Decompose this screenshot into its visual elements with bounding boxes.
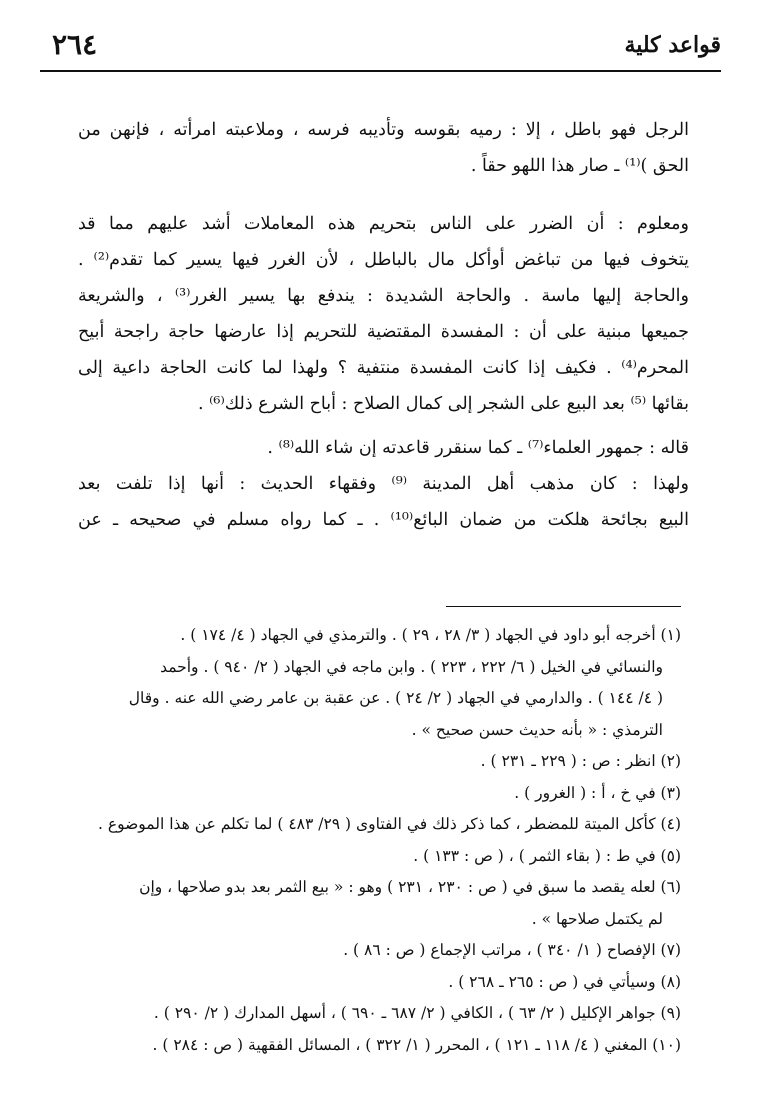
footnote: والنسائي في الخيل ( ٦/ ٢٢٢ ، ٢٢٣ ) . وابن ماجه في الجهاد ( ٢/ ٩٤٠ ) . وأحمد [160, 657, 663, 676]
text-line: الحق )⁽¹⁾ ـ صار هذا اللهو حقاً . [470, 156, 689, 176]
footnote: (١٠) المغني ( ٤/ ١١٨ ـ ١٢١ ) ، المحرر ( ١/ ٣٢٢ ) ، المسائل الفقهية ( ص : ٢٨٤ ) . [152, 1035, 681, 1054]
footnote: (٩) جواهر الإكليل ( ٢/ ٦٣ ) ، الكافي ( ٢/ ٦٨٧ ـ ٦٩٠ ) ، أسهل المدارك ( ٢/ ٢٩٠ ) . [153, 1004, 681, 1022]
page-header [40, 30, 721, 70]
footnotes [70, 620, 681, 1061]
footnote: لم يكتمل صلاحها » . [531, 909, 663, 928]
text-line: والحاجة إليها ماسة . والحاجة الشديدة : يندفع بها يسير الغرر⁽³⁾ ، والشريعة [78, 286, 689, 306]
footnote: (٨) وسيأتي في ( ص : ٢٦٥ ـ ٢٦٨ ) . [448, 972, 681, 991]
footnote: (٣) في خ ، أ : ( الغرور ) . [514, 783, 681, 802]
text-line: قاله : جمهور العلماء⁽⁷⁾ ـ كما سنقرر قاعدته إن شاء الله⁽⁸⁾ . [267, 438, 689, 458]
page-number: ٢٦٤ [52, 28, 98, 61]
text-line: يتخوف فيها من تباغض أوأكل مال بالباطل ، لأن الغرر فيها يسير كما تقدم⁽²⁾ . [78, 250, 689, 270]
footnote: (٢) انظر : ص : ( ٢٢٩ ـ ٢٣١ ) . [480, 752, 681, 770]
running-title: قواعد كلية [624, 32, 721, 58]
main-text [78, 112, 689, 538]
footnote: (٦) لعله يقصد ما سبق في ( ص : ٢٣٠ ، ٢٣١ ) وهو : « بيع الثمر بعد بدو صلاحها ، وإن [139, 878, 681, 896]
footnote: (٤) كأكل الميتة للمضطر ، كما ذكر ذلك في الفتاوى ( ٢٩/ ٤٨٣ ) لما تكلم عن هذا الموضوع . [98, 815, 681, 833]
footnote: (١) أخرجه أبو داود في الجهاد ( ٣/ ٢٨ ، ٢٩ ) . والترمذي في الجهاد ( ٤/ ١٧٤ ) . [180, 626, 681, 644]
text-line: جميعها مبنية على أن : المفسدة المقتضية للتحريم إذا عارضها حاجة راجحة أبيح [78, 322, 689, 342]
text-line: المحرم⁽⁴⁾ . فكيف إذا كانت المفسدة منتفية ؟ ولهذا لما كانت الحاجة داعية إلى [78, 358, 689, 378]
header-rule [40, 70, 721, 72]
footnote: ( ٤/ ١٤٤ ) . والدارمي في الجهاد ( ٢/ ٢٤ ) . عن عقبة بن عامر رضي الله عنه . وقال [128, 689, 663, 707]
text-line: البيع بجائحة هلكت من ضمان البائع⁽¹⁰⁾ . ـ كما رواه مسلم في صحيحه ـ عن [78, 510, 689, 530]
footnote: (٧) الإفصاح ( ١/ ٣٤٠ ) ، مراتب الإجماع ( ص : ٨٦ ) . [343, 941, 681, 959]
footnote-divider [446, 606, 681, 607]
text-line: ومعلوم : أن الضرر على الناس بتحريم هذه المعاملات أشد عليهم مما قد [78, 214, 689, 234]
text-line: ولهذا : كان مذهب أهل المدينة ⁽⁹⁾ وفقهاء الحديث : أنها إذا تلفت بعد [78, 474, 689, 494]
footnote: الترمذي : « بأنه حديث حسن صحيح » . [411, 720, 663, 739]
text-line: بقائها ⁽⁵⁾ بعد البيع على الشجر إلى كمال الصلاح : أباح الشرع ذلك⁽⁶⁾ . [197, 394, 689, 414]
footnote: (٥) في ط : ( بقاء الثمر ) ، ( ص : ١٣٣ ) . [413, 846, 681, 865]
text-line: الرجل فهو باطل ، إلا : رميه بقوسه وتأديبه فرسه ، وملاعبته امرأته ، فإنهن من [78, 120, 689, 140]
